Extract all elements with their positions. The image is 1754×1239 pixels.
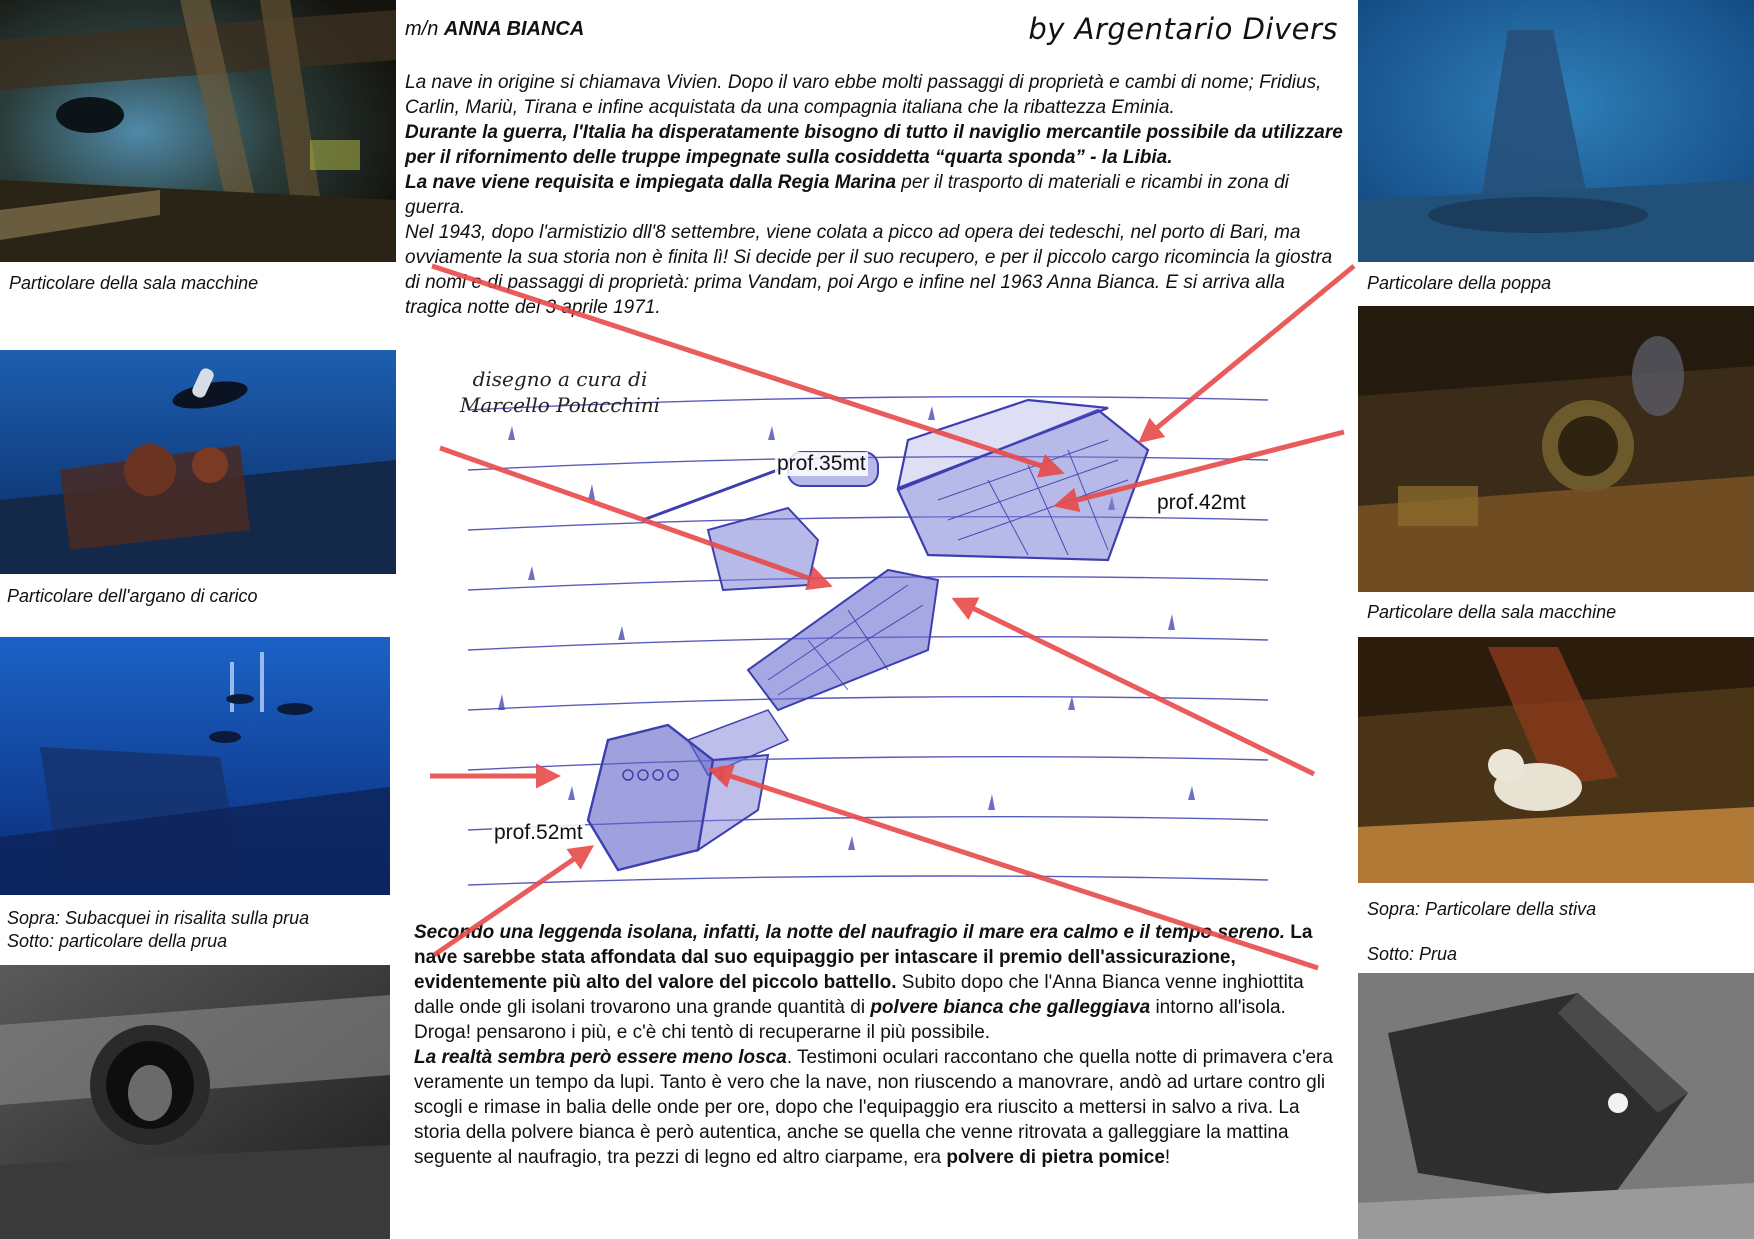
caption-bow-right: Sotto: Prua (1367, 944, 1458, 964)
depth-label-52: prof.52mt (494, 821, 583, 844)
intro-p4: Nel 1943, dopo l'armistizio dll'8 settembre, viene colata a picco ad opera dei tedeschi, nel porto di Bari, ma ovviamente la sua storia non è finita lì! Si decide per il suo recupero, e per il piccolo cargo ricomincia la giostra di nomi e di passaggi di proprietà: prima Vandam, poi Argo e infine nel 1963 Anna Bianca. E si arriva alla tragica notte del 3 aprile 1971. (405, 222, 1333, 318)
photo-bow-moray (0, 965, 390, 1239)
caption-engine-room-left: Particolare della sala macchine (9, 273, 259, 293)
sketch-credit-line2: Marcello Polacchini (459, 393, 661, 417)
legend-s4: polvere bianca che galleggiava (870, 997, 1151, 1018)
legend-s8: polvere di pietra pomice (946, 1147, 1165, 1168)
legend-s7: . Testimoni oculari raccontano che quella notte di primavera c'era veramente un tempo da lupi. Tanto è vero che la nave, non riuscendo a manovrare, andò ad urtare contro gli scogli e rimase in balia delle onde per ore, dopo che l'equipaggio era riuscito a mettersi in salvo a riva. La storia della polvere bianca è però autentica, anche se quella che venne ritrovata a galleggiare la mattina seguente al naufragio, tra pezzi di legno ed altro ciarpame, era (414, 1047, 1333, 1168)
wreck-sketch-icon (468, 380, 1268, 900)
photo-bow (1358, 973, 1754, 1239)
photo-engine-room-left (0, 0, 396, 262)
legend-s5: intorno all'isola. Droga! pensarono i più, e c'è chi tentò di recuperarne il più possibile. (414, 997, 1286, 1043)
sketch-credit-line1: disegno a cura di (472, 367, 648, 391)
intro-text (405, 70, 1345, 320)
intro-p1: La nave in origine si chiamava Vivien. Dopo il varo ebbe molti passaggi di proprietà e cambi di nome; Fridius, Carlin, Mariù, Tirana e infine acquistata da una compagnia italiana che la ribattezza Eminia. (405, 72, 1322, 118)
depth-label-35: prof.35mt (777, 452, 866, 475)
photo-stern (1358, 0, 1754, 262)
caption-engine-room-right: Particolare della sala macchine (1367, 602, 1617, 622)
ship-title (405, 18, 584, 41)
caption-hold: Sopra: Particolare della stiva (1367, 899, 1597, 919)
intro-p2: Durante la guerra, l'Italia ha disperatamente bisogno di tutto il naviglio mercantile possibile da utilizzare per il rifornimento delle truppe impegnate sulla cosiddetta “quarta sponda” - la Libia. (405, 122, 1343, 168)
ship-name: ANNA BIANCA (443, 18, 585, 40)
photo-divers-ascent-bow (0, 637, 390, 895)
legend-s6: La realtà sembra però essere meno losca (414, 1047, 787, 1068)
intro-p3-rest: per il trasporto di materiali e ricambi in zona di guerra. (405, 172, 1289, 218)
legend-text (414, 920, 1344, 1170)
ship-prefix: m/n (405, 18, 444, 40)
photo-hold (1358, 637, 1754, 883)
sketch-credit (455, 366, 665, 418)
author: by Argentario Divers (1028, 12, 1338, 46)
photo-cargo-winch (0, 350, 396, 574)
photo-engine-room-right (1358, 306, 1754, 592)
caption-cargo-winch: Particolare dell'argano di carico (7, 586, 258, 606)
caption-bow-detail: Sotto: particolare della prua (7, 931, 228, 951)
intro-p3-bold: La nave viene requisita e impiegata dalla Regia Marina (405, 172, 897, 193)
legend-s3: Subito dopo che l'Anna Bianca venne inghiottita dalle onde gli isolani trovarono una grande quantità di (414, 972, 1304, 1018)
wreck-sketch (468, 380, 1268, 900)
legend-s9: ! (1164, 1147, 1171, 1168)
caption-stern: Particolare della poppa (1367, 273, 1552, 293)
depth-label-42: prof.42mt (1157, 491, 1246, 514)
legend-s2: La nave sarebbe stata affondata dal suo equipaggio per intascare il premio dell'assicurazione, evidentemente più alto del valore del piccolo battello. (414, 922, 1313, 993)
caption-divers-ascent: Sopra: Subacquei in risalita sulla prua (7, 908, 310, 928)
legend-s1: Secondo una leggenda isolana, infatti, la notte del naufragio il mare era calmo e il tempo sereno. (414, 922, 1286, 943)
